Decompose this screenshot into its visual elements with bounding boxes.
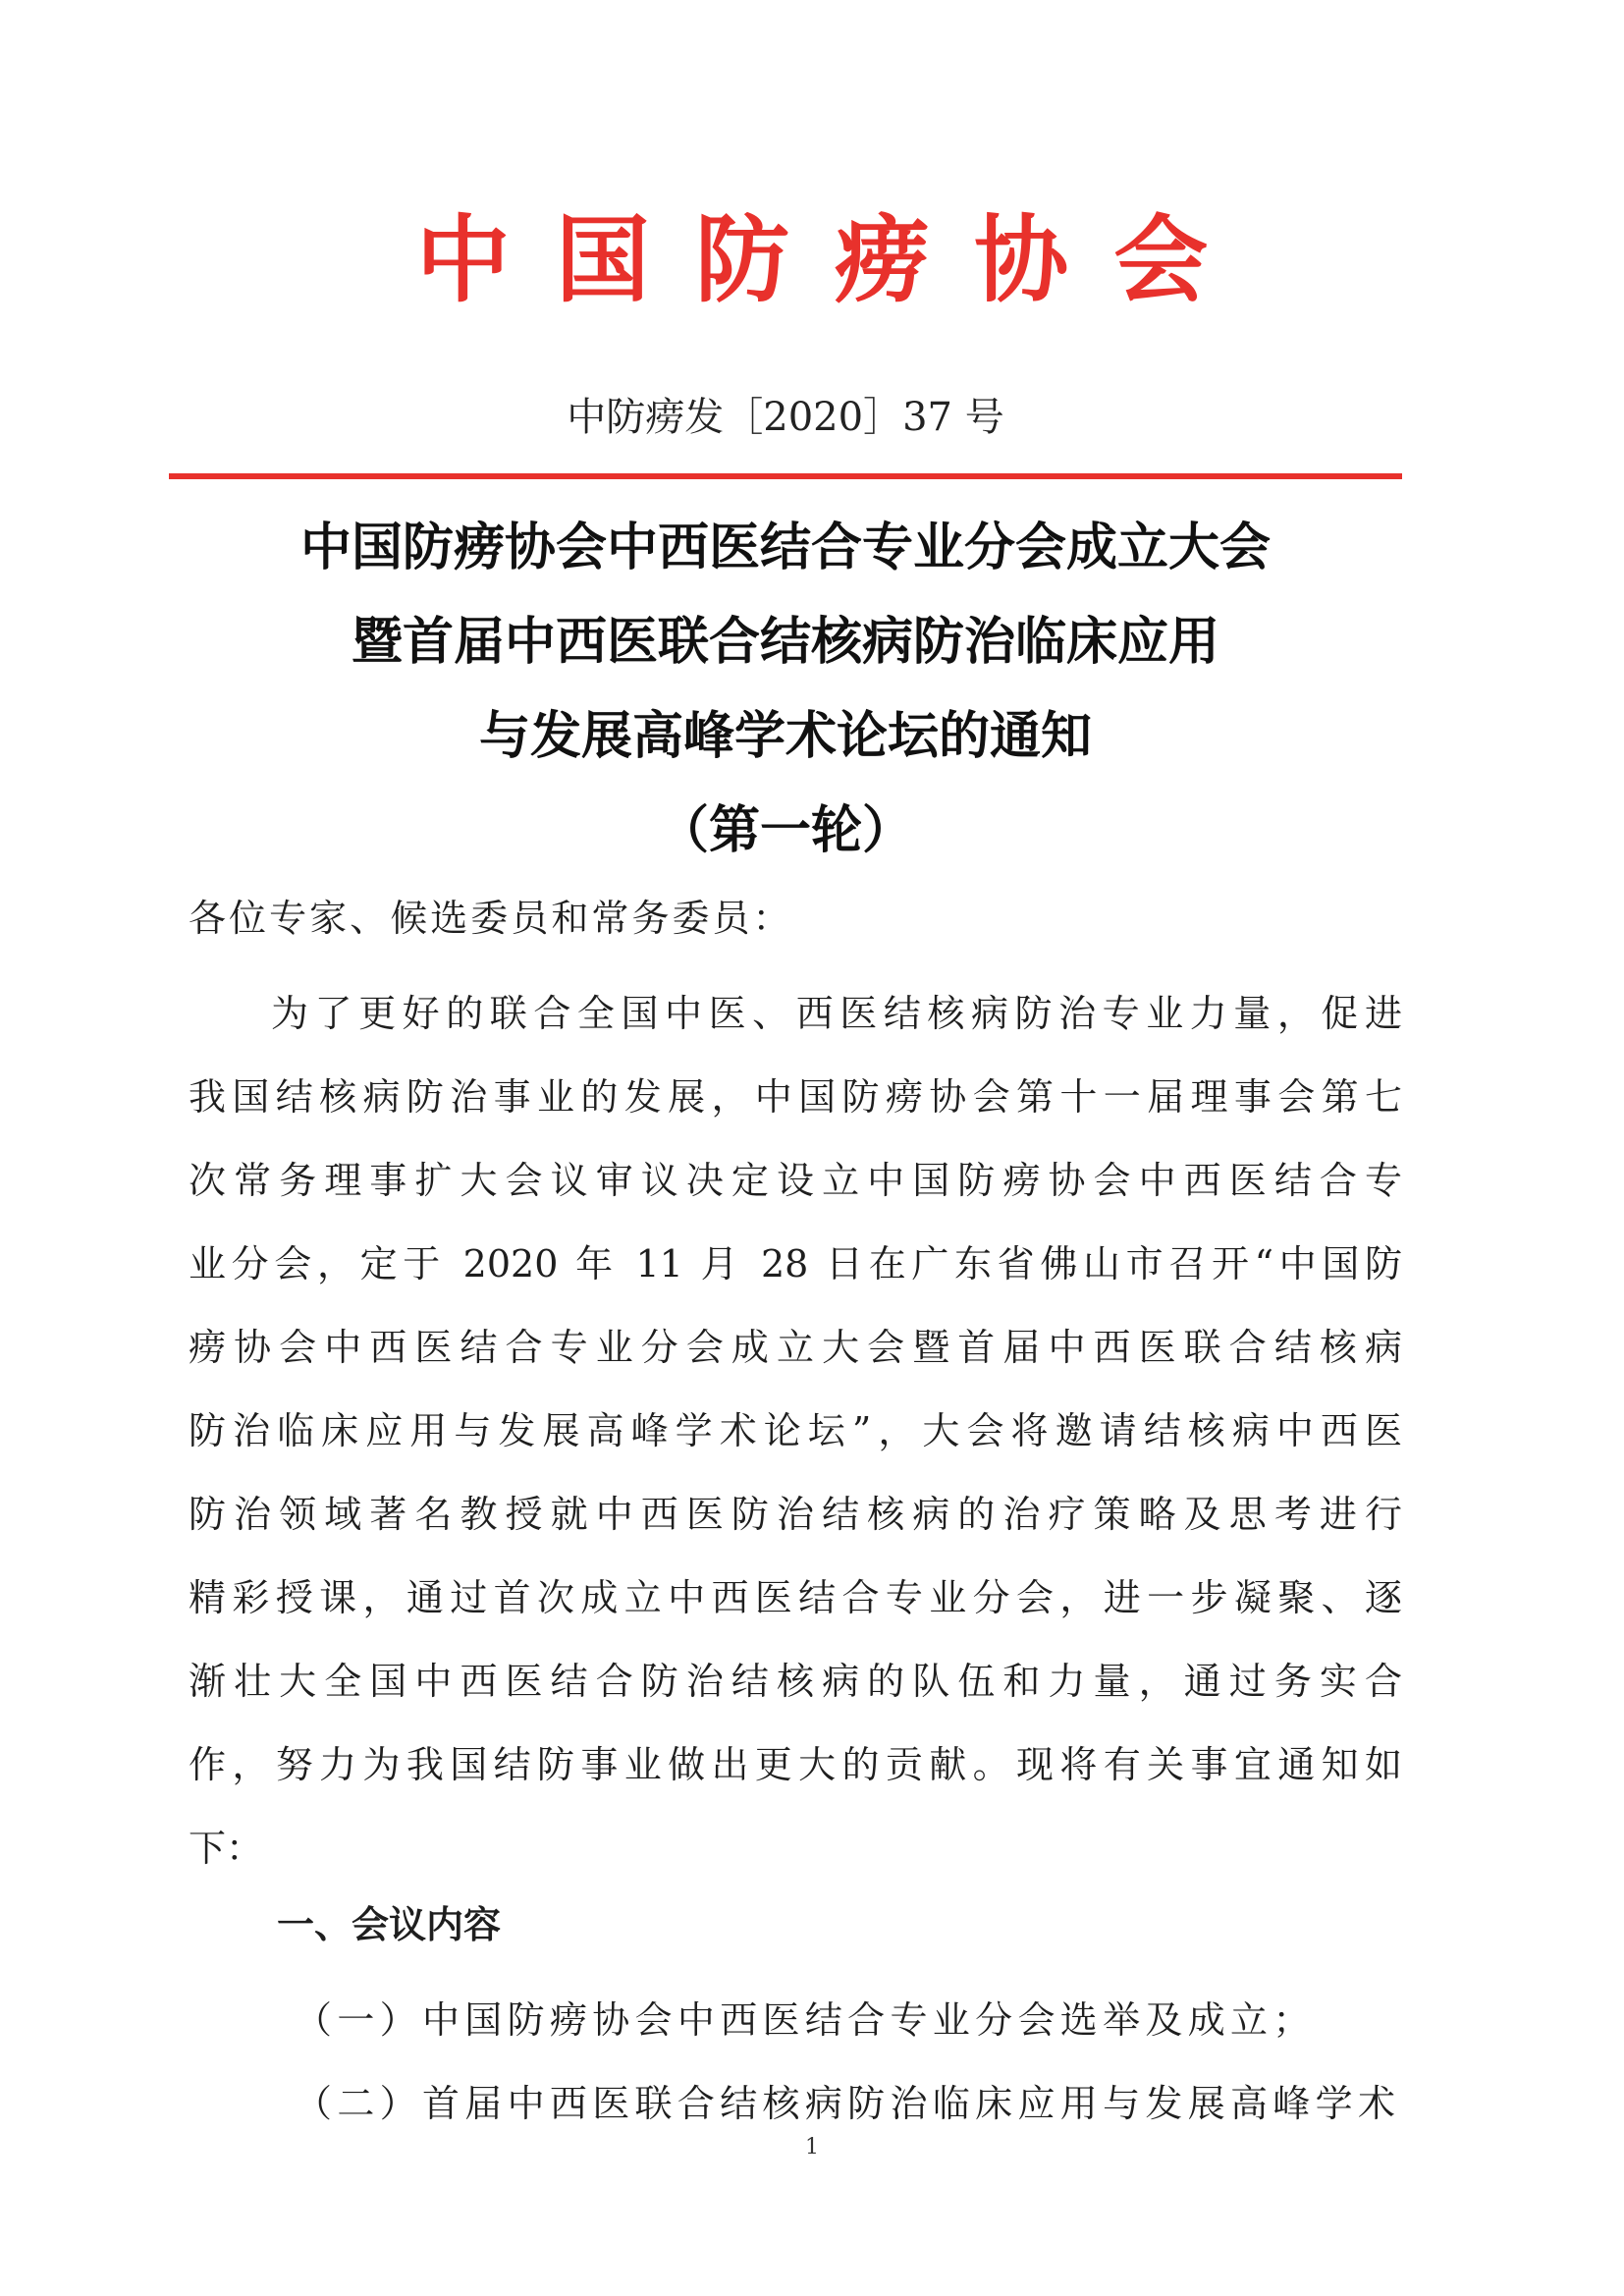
body-paragraph xyxy=(189,972,1402,1890)
body-line: 精彩授课，通过首次成立中西医结合专业分会，进一步凝聚、逐 xyxy=(189,1576,1402,1619)
title-line: （第一轮） xyxy=(657,800,913,860)
document-number: 中防痨发［2020］37 号 xyxy=(567,395,1004,440)
section-item: （二）首届中西医联合结核病防治临床应用与发展高峰学术 xyxy=(295,2082,1401,2125)
body-line: 为了更好的联合全国中医、西医结核病防治专业力量，促进 xyxy=(271,992,1402,1035)
body-line: 防治临床应用与发展高峰学术论坛”，大会将邀请结核病中西医 xyxy=(189,1409,1402,1452)
org-letterhead-title: 中国防痨协会 xyxy=(415,205,1254,315)
section-heading: 一、会议内容 xyxy=(277,1903,502,1946)
letterhead-divider xyxy=(169,473,1402,479)
section-item: （一）中国防痨协会中西医结合专业分会选举及成立； xyxy=(295,1998,1316,2042)
salutation: 各位专家、候选委员和常务委员： xyxy=(189,897,793,940)
body-line: 渐壮大全国中西医结合防治结核病的队伍和力量，通过务实合 xyxy=(189,1660,1402,1703)
page-number: 1 xyxy=(805,2135,819,2159)
body-line: 防治领域著名教授就中西医防治结核病的治疗策略及思考进行 xyxy=(189,1493,1402,1536)
body-line: 下： xyxy=(189,1827,264,1870)
title-line: 中国防痨协会中西医结合专业分会成立大会 xyxy=(299,518,1271,577)
section-items xyxy=(295,1979,1402,2146)
body-line: 作，努力为我国结防事业做出更大的贡献。现将有关事宜通知如 xyxy=(189,1743,1402,1786)
notice-title xyxy=(0,501,1571,878)
body-line: 业分会，定于 2020 年 11 月 28 日在广东省佛山市召开“中国防 xyxy=(189,1242,1402,1285)
title-line: 与发展高峰学术论坛的通知 xyxy=(478,706,1092,766)
body-line: 我国结核病防治事业的发展，中国防痨协会第十一届理事会第七 xyxy=(189,1075,1402,1119)
title-line: 暨首届中西医联合结核病防治临床应用 xyxy=(351,612,1219,672)
body-line: 痨协会中西医结合专业分会成立大会暨首届中西医联合结核病 xyxy=(189,1326,1402,1369)
body-line: 次常务理事扩大会议审议决定设立中国防痨协会中西医结合专 xyxy=(189,1159,1402,1202)
